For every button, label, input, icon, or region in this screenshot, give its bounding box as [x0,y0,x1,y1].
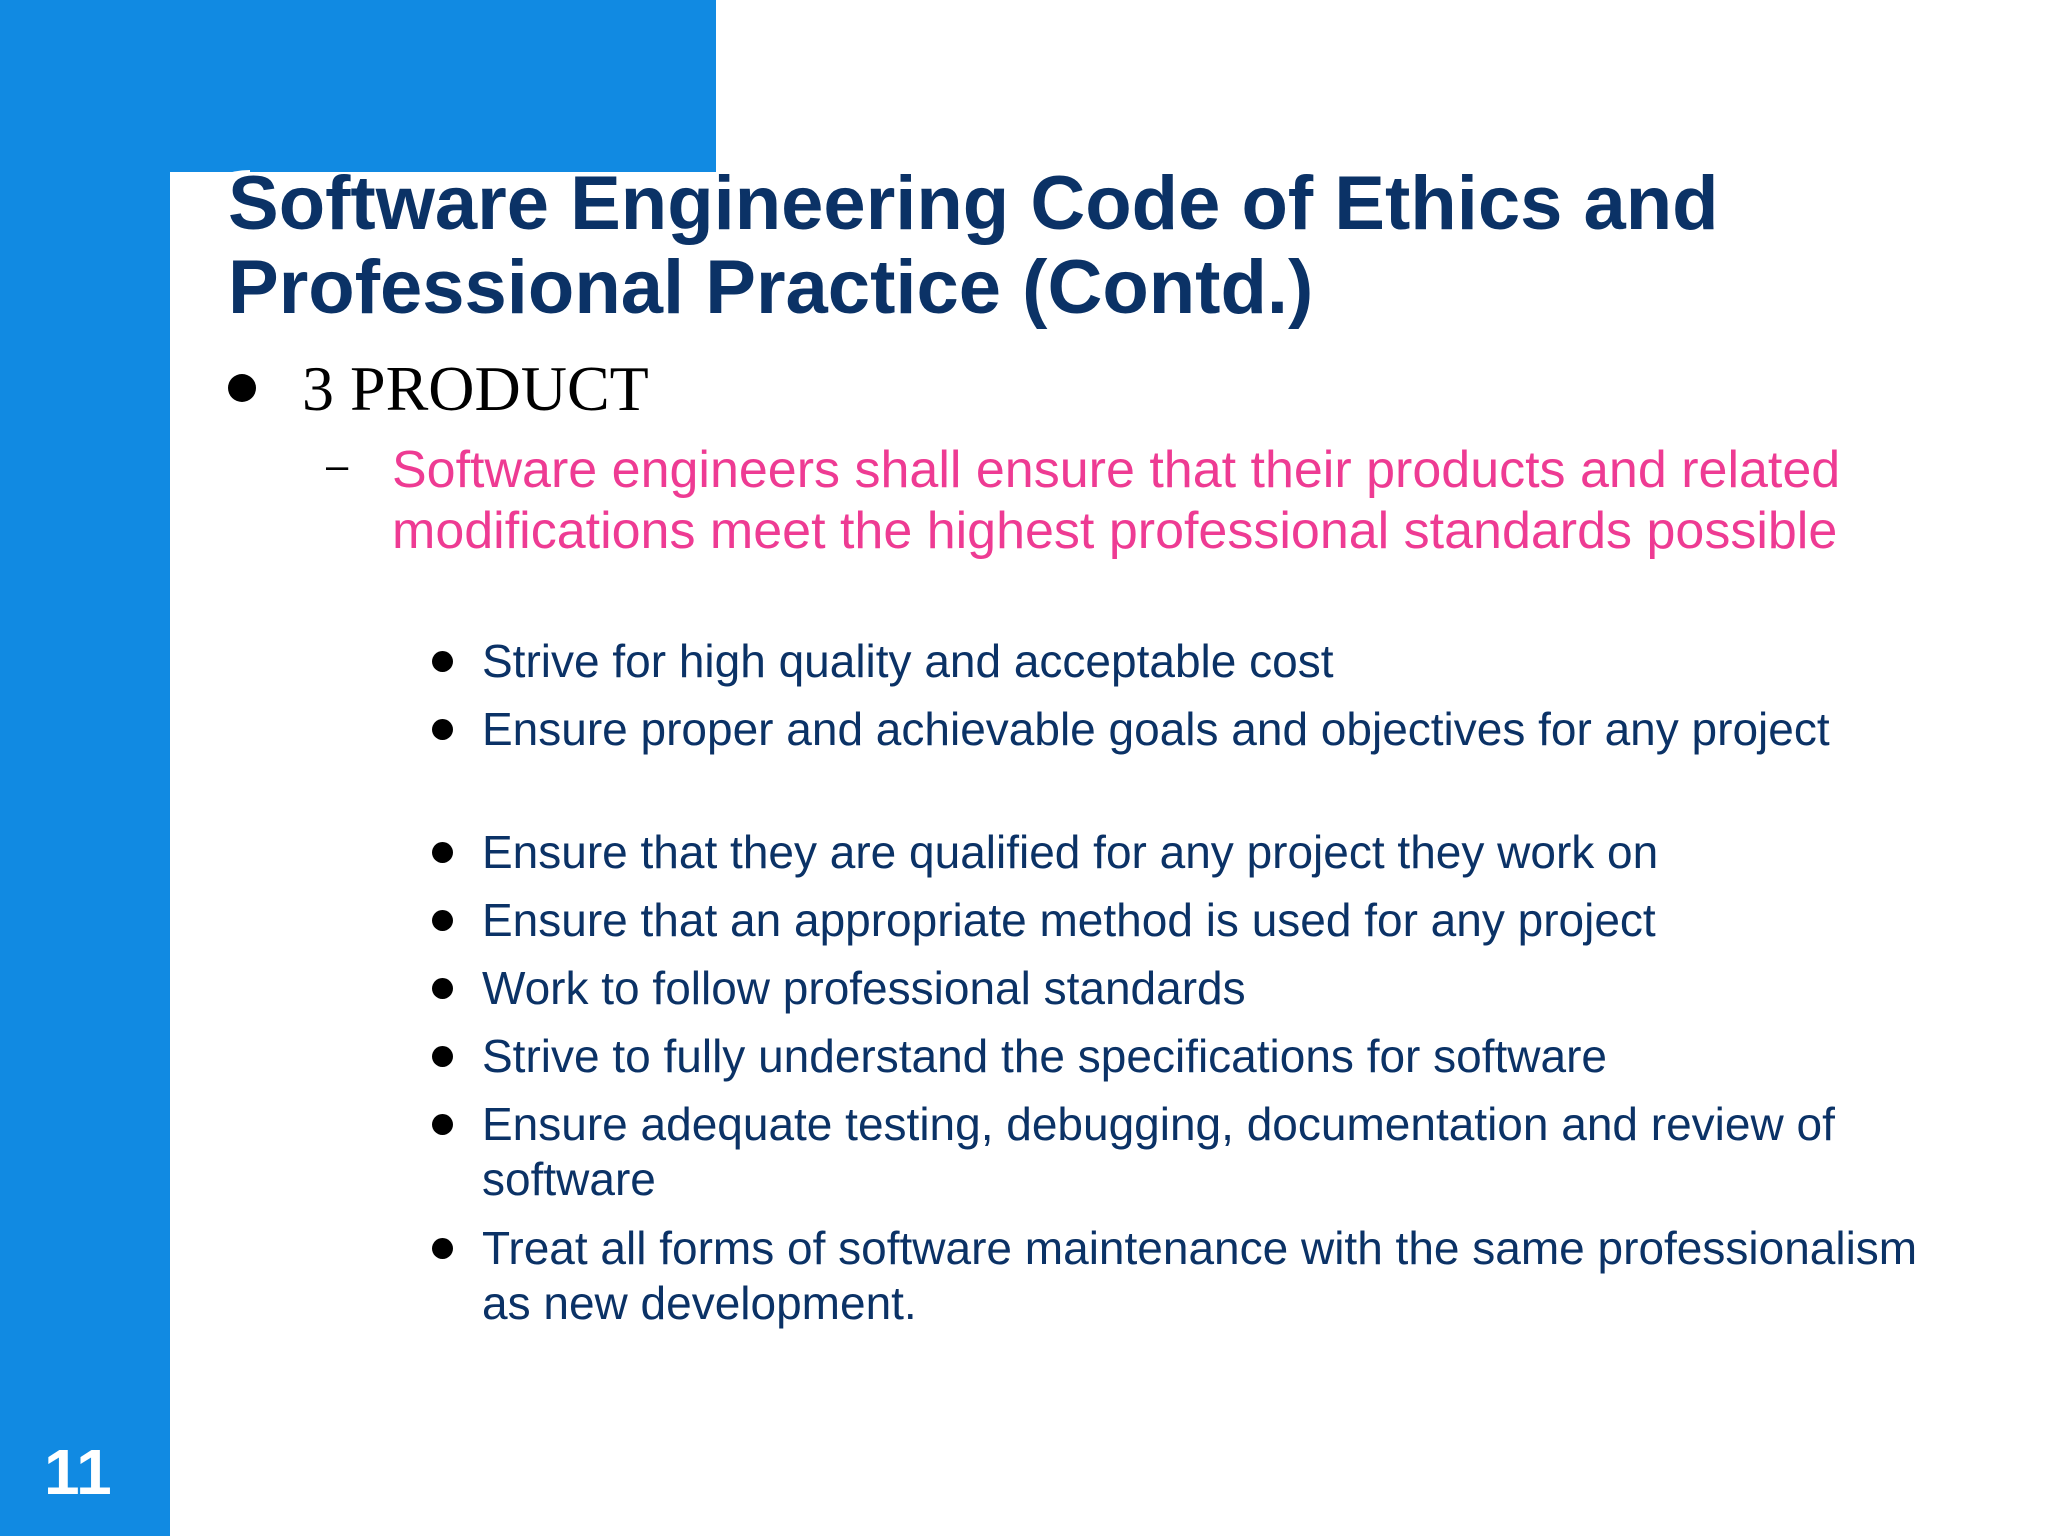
list-item-text: Treat all forms of software maintenance with the same professionalism as new development. [482,1222,1918,1329]
heading-text: 3 PRODUCT [302,353,649,424]
list-item-text: Strive for high quality and acceptable cost [482,635,1334,687]
list-item-text: Ensure that an appropriate method is used for any project [482,894,1656,946]
bullet-dot-icon [432,842,453,863]
list-item-text: Ensure proper and achievable goals and objectives for any project [482,703,1830,755]
bullet-dot-icon [432,1238,453,1259]
dash-icon: – [326,444,349,488]
list-item-text: Ensure that they are qualified for any project they work on [482,826,1659,878]
bullet-dot-icon [432,910,453,931]
bullet-dot-icon [432,978,453,999]
accent-bar-left [0,0,170,1536]
list-item-text: Strive to fully understand the specifications for software [482,1030,1608,1082]
bullet-dot-icon [432,1114,453,1135]
slide-title: Software Engineering Code of Ethics and Professional Practice (Contd.) [228,161,1719,330]
list-item-text: Work to follow professional standards [482,962,1246,1014]
bullet-heading [228,354,1728,424]
slide-number: 11 [44,1436,112,1508]
bullet-dot-icon [228,374,256,402]
bullet-dot-icon [432,651,453,672]
bullet-dot-icon [432,719,453,740]
principle-text: Software engineers shall ensure that their products and related modifications meet the highest professional standards possible [392,441,1841,560]
bullet-dot-icon [432,1046,453,1067]
list-item-text: Ensure adequate testing, debugging, documentation and review of software [482,1098,1835,1205]
